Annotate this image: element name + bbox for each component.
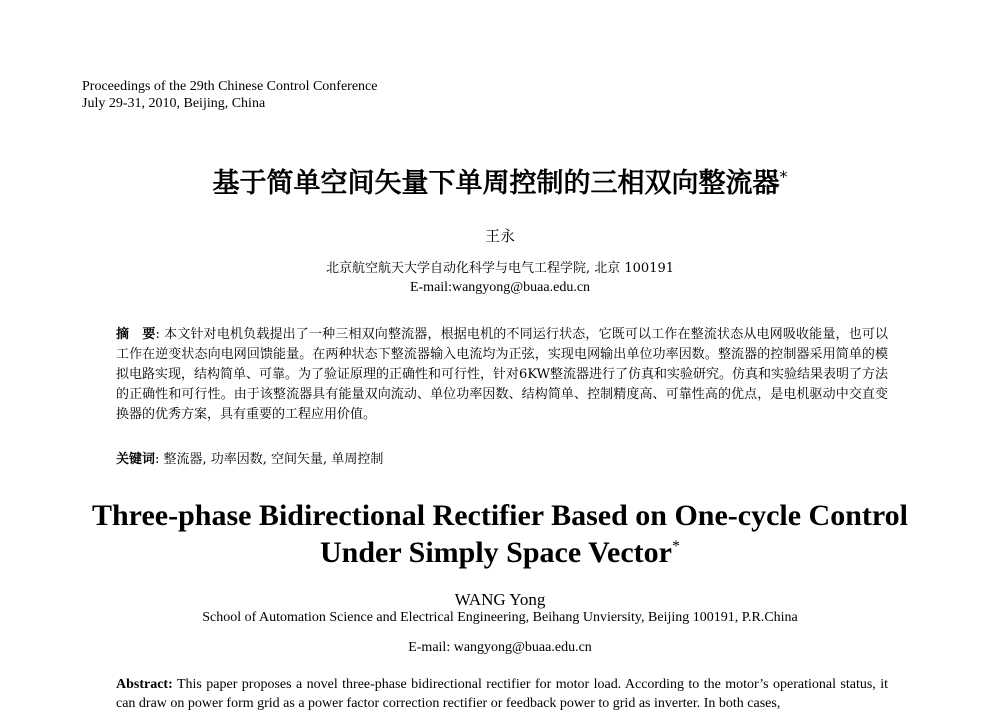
chinese-author: 王永 xyxy=(484,227,515,245)
conference-name: Proceedings of the 29th Chinese Control Conference xyxy=(82,79,378,94)
english-title-line2-wrap xyxy=(0,534,1000,571)
chinese-keywords-text: : 整流器, 功率因数, 空间矢量, 单周控制 xyxy=(155,452,384,467)
english-abstract-text: This paper proposes a novel three-phase bidirectional rectifier for motor load. According to the motor’s operational status, it can draw on power form grid as a power factor correction rectifier or feedback power to grid as inverter. In both cases, xyxy=(116,677,888,711)
english-email: E-mail: wangyong@buaa.edu.cn xyxy=(408,640,592,655)
chinese-abstract xyxy=(116,325,888,425)
chinese-affiliation: 北京航空航天大学自动化科学与电气工程学院, 北京 100191 xyxy=(325,261,675,276)
chinese-email: E-mail:wangyong@buaa.edu.cn xyxy=(409,280,591,295)
english-affiliation: School of Automation Science and Electrical Engineering, Beihang Unviersity, Beijing 100191, P.R.China xyxy=(202,610,798,625)
chinese-abstract-text: : 本文针对电机负载提出了一种三相双向整流器，根据电机的不同运行状态，它既可以工作在整流状态从电网吸收能量，也可以工作在逆变状态向电网回馈能量。在两种状态下整流器输入电流均为正弦，实现电网输出单位功率因数。整流器的控制器采用简单的模拟电路实现，结构简单、可靠。为了验证原理的正确性和可行性，针对6KW整流器进行了仿真和实验研究。仿真和实验结果表明了方法的正确性和可行性。由于该整流器具有能量双向流动、单位功率因数、结构简单、控制精度高、可靠性高的优点，是电机驱动中交直变换器的优秀方案，具有重要的工程应用价值。 xyxy=(116,327,888,422)
english-title-line2: Under Simply Space Vector xyxy=(320,536,672,569)
english-title-line1: Three-phase Bidirectional Rectifier Based on One-cycle Control xyxy=(91,499,909,532)
chinese-title-footnote-mark: * xyxy=(779,167,788,186)
chinese-title xyxy=(0,164,1000,204)
english-abstract xyxy=(116,675,888,713)
english-abstract-label: Abstract: xyxy=(116,677,173,692)
english-title xyxy=(0,497,1000,571)
chinese-abstract-label: 摘 要 xyxy=(116,327,156,342)
conference-date-location: July 29-31, 2010, Beijing, China xyxy=(82,96,266,111)
chinese-title-text: 基于简单空间矢量下单周控制的三相双向整流器 xyxy=(212,168,780,199)
english-author: WANG Yong xyxy=(454,590,546,609)
chinese-keywords-label: 关键词 xyxy=(116,452,156,467)
english-title-footnote-mark: * xyxy=(671,538,680,555)
conference-header xyxy=(82,78,377,112)
chinese-keywords xyxy=(116,450,888,470)
